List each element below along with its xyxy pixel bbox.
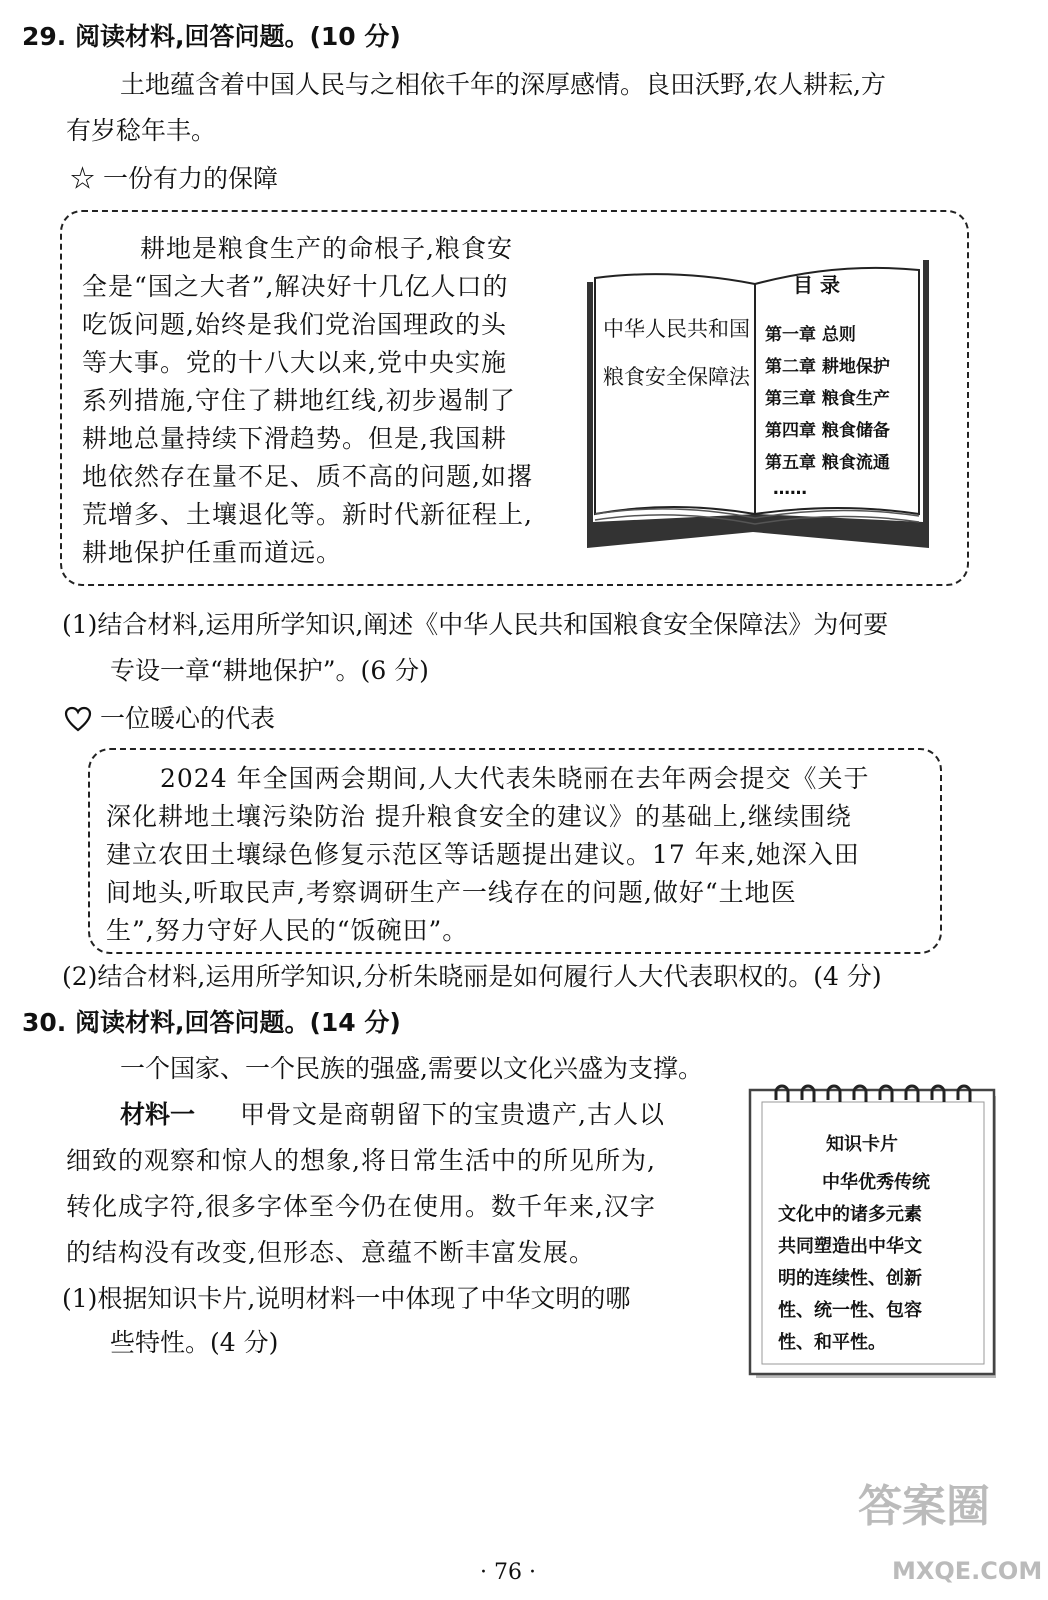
card-line: 中华优秀传统	[822, 1172, 930, 1193]
watermark-logo: 答案圈	[858, 1481, 990, 1532]
q29-intro-line-1: 土地蕴含着中国人民与之相依千年的深厚感情。良田沃野,农人耕耘,方	[120, 70, 886, 99]
material-line: 甲骨文是商朝留下的宝贵遗产,古人以	[240, 1100, 665, 1129]
q29-intro-line-2: 有岁稔年丰。	[66, 116, 217, 145]
box1-line: 等大事。党的十八大以来,党中央实施	[82, 348, 507, 377]
toc-item: 第四章 粮食储备	[765, 421, 890, 441]
toc-item: 第五章 粮食流通	[765, 453, 890, 473]
card-line: 共同塑造出中华文	[778, 1236, 922, 1257]
box1-line: 全是“国之大者”,解决好十几亿人口的	[82, 272, 509, 301]
law-book-illustration	[583, 252, 933, 552]
box2-line: 2024 年全国两会期间,人大代表朱晓丽在去年两会提交《关于	[160, 764, 870, 793]
material-line: 转化成字符,很多字体至今仍在使用。数千年来,汉字	[66, 1192, 656, 1221]
q29-section2-title: 一位暖心的代表	[100, 704, 276, 733]
toc-heading: 目 录	[793, 273, 840, 297]
knowledge-card-title: 知识卡片	[826, 1134, 898, 1155]
box1-line: 吃饭问题,始终是我们党治国理政的头	[82, 310, 507, 339]
card-line: 文化中的诸多元素	[778, 1204, 922, 1225]
book-title-line-2: 粮食安全保障法	[603, 365, 750, 389]
box2-line: 生”,努力守好人民的“饭碗田”。	[106, 916, 469, 945]
q29-sub1-line-1: (1)结合材料,运用所学知识,阐述《中华人民共和国粮食安全保障法》为何要	[62, 610, 889, 639]
toc-item: 第二章 耕地保护	[765, 357, 890, 377]
box2-line: 深化耕地土壤污染防治 提升粮食安全的建议》的基础上,继续围绕	[106, 802, 852, 831]
q30-title: 30. 阅读材料,回答问题。(14 分)	[22, 1008, 401, 1037]
card-line: 性、和平性。	[778, 1332, 886, 1353]
material-one-label: 材料一	[120, 1100, 196, 1129]
book-title-line-1: 中华人民共和国	[603, 317, 750, 341]
q30-intro: 一个国家、一个民族的强盛,需要以文化兴盛为支撑。	[120, 1054, 703, 1083]
heart-outline-icon	[64, 706, 92, 732]
material-line: 的结构没有改变,但形态、意蕴不断丰富发展。	[66, 1238, 595, 1267]
box1-line: 荒增多、土壤退化等。新时代新征程上,	[82, 500, 533, 529]
toc-item: 第三章 粮食生产	[765, 389, 890, 409]
q29-section1-title: ☆ 一份有力的保障	[70, 164, 278, 193]
box1-line: 耕地总量持续下滑趋势。但是,我国耕	[82, 424, 507, 453]
q29-sub2: (2)结合材料,运用所学知识,分析朱晓丽是如何履行人大代表职权的。(4 分)	[62, 962, 882, 991]
box1-line: 耕地保护任重而道远。	[82, 538, 343, 567]
box2-line: 建立农田土壤绿色修复示范区等话题提出建议。17 年来,她深入田	[106, 840, 860, 869]
box2-line: 间地头,听取民声,考察调研生产一线存在的问题,做好“土地医	[106, 878, 797, 907]
card-line: 明的连续性、创新	[778, 1268, 922, 1289]
box1-line: 地依然存在量不足、质不高的问题,如撂	[82, 462, 533, 491]
q30-sub1-line-2: 些特性。(4 分)	[110, 1328, 279, 1357]
page-number: · 76 ·	[480, 1560, 536, 1585]
toc-item: 第一章 总则	[765, 325, 856, 345]
toc-item: ……	[773, 479, 807, 499]
q30-sub1-line-1: (1)根据知识卡片,说明材料一中体现了中华文明的哪	[62, 1284, 631, 1313]
card-line: 性、统一性、包容	[778, 1300, 922, 1321]
material-line: 细致的观察和惊人的想象,将日常生活中的所见所为,	[66, 1146, 656, 1175]
knowledge-card	[748, 1082, 1002, 1382]
q29-sub1-line-2: 专设一章“耕地保护”。(6 分)	[110, 656, 429, 685]
q29-title: 29. 阅读材料,回答问题。(10 分)	[22, 22, 401, 51]
box1-line: 耕地是粮食生产的命根子,粮食安	[140, 234, 513, 263]
watermark-url: MXQE.COM	[892, 1557, 1043, 1585]
material-box-2	[88, 748, 942, 954]
box1-line: 系列措施,守住了耕地红线,初步遏制了	[82, 386, 516, 415]
